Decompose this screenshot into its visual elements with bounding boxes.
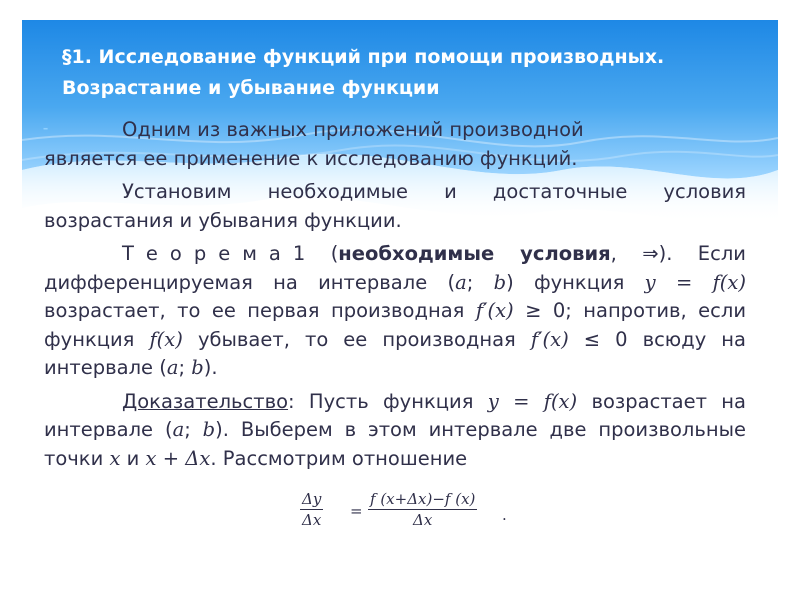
theorem-paren-open: ( — [330, 242, 339, 265]
theorem-sep-1: ; — [466, 270, 494, 294]
proof-sep: ; — [184, 418, 203, 441]
proof-label: Доказательство — [122, 389, 289, 413]
paragraph-intro — [44, 116, 746, 173]
theorem-text-4: ≥ 0; напротив, если функция — [44, 299, 746, 351]
theorem-condition-label: необходимые условия — [338, 242, 611, 265]
proof-x: x — [109, 446, 121, 470]
theorem-a-2: a — [166, 356, 179, 379]
slide-body — [44, 116, 746, 478]
theorem-text-1: Если дифференцируемая на интервале ( — [44, 242, 746, 294]
paragraph-conditions — [44, 178, 746, 235]
proof-function: y = f(x) — [487, 389, 578, 413]
theorem-number: 1 — [292, 242, 306, 265]
theorem-a: a — [455, 270, 467, 294]
proof-text-2: возрастает на интервале ( — [44, 389, 747, 441]
title-line-1: §1. Исследование функций при помощи производных. — [62, 46, 665, 68]
title-line-2: Возрастание и убывание функции — [62, 77, 440, 99]
theorem-derivative-2: f′(x) — [530, 327, 569, 351]
intro-line-2: является ее применение к исследованию функций. — [44, 146, 578, 170]
proof-and: и — [120, 446, 146, 470]
proof-text-1: : Пусть функция — [288, 389, 488, 413]
theorem-text-6: ≤ 0 всюду на интервале ( — [44, 327, 746, 379]
theorem-word: Теорема — [122, 242, 293, 265]
theorem-text-7: ). — [203, 356, 218, 379]
theorem-b-2: b — [191, 356, 204, 379]
theorem-paren-close: ). — [658, 242, 673, 265]
right-denominator: Δx — [413, 511, 433, 529]
left-fraction — [300, 490, 323, 529]
theorem-text-3: возрастает, то ее первая производная — [44, 299, 476, 322]
proof-a: a — [172, 418, 185, 441]
proof-b: b — [202, 418, 216, 441]
theorem-text-5: убывает, то ее производная — [182, 327, 531, 351]
slide-title — [62, 42, 762, 104]
right-fraction — [368, 490, 477, 529]
intro-line-1: Одним из важных приложений производной — [122, 118, 584, 141]
theorem-fx: f(x) — [149, 327, 183, 351]
left-numerator: Δy — [302, 490, 322, 508]
slide — [22, 20, 778, 570]
conditions-text: Установим необходимые и достаточные условия возрастания и убывания функции. — [44, 180, 746, 232]
formula-period: . — [502, 506, 507, 524]
theorem-sep-2: ; — [178, 356, 192, 379]
paragraph-theorem — [44, 240, 746, 383]
proof-text-3: ). Выберем в этом интервале две произвольные точки — [44, 418, 746, 470]
theorem-b: b — [493, 270, 507, 294]
theorem-derivative-1: f′(x) — [475, 299, 514, 322]
theorem-function: y = f(x) — [644, 270, 746, 294]
left-denominator: Δx — [302, 511, 322, 529]
theorem-text-2: ) функция — [506, 270, 645, 294]
theorem-comma: , — [610, 242, 643, 265]
proof-x-plus-dx: x + Δx — [145, 446, 211, 470]
bullet-icon: ⁃ — [42, 122, 49, 138]
right-numerator: f (x+Δx)−f (x) — [370, 490, 476, 508]
proof-text-4: . Рассмотрим отношение — [210, 446, 468, 470]
equals-sign: = — [350, 502, 363, 520]
implies-arrow-icon: ⇒ — [642, 242, 659, 265]
paragraph-proof — [44, 388, 746, 474]
